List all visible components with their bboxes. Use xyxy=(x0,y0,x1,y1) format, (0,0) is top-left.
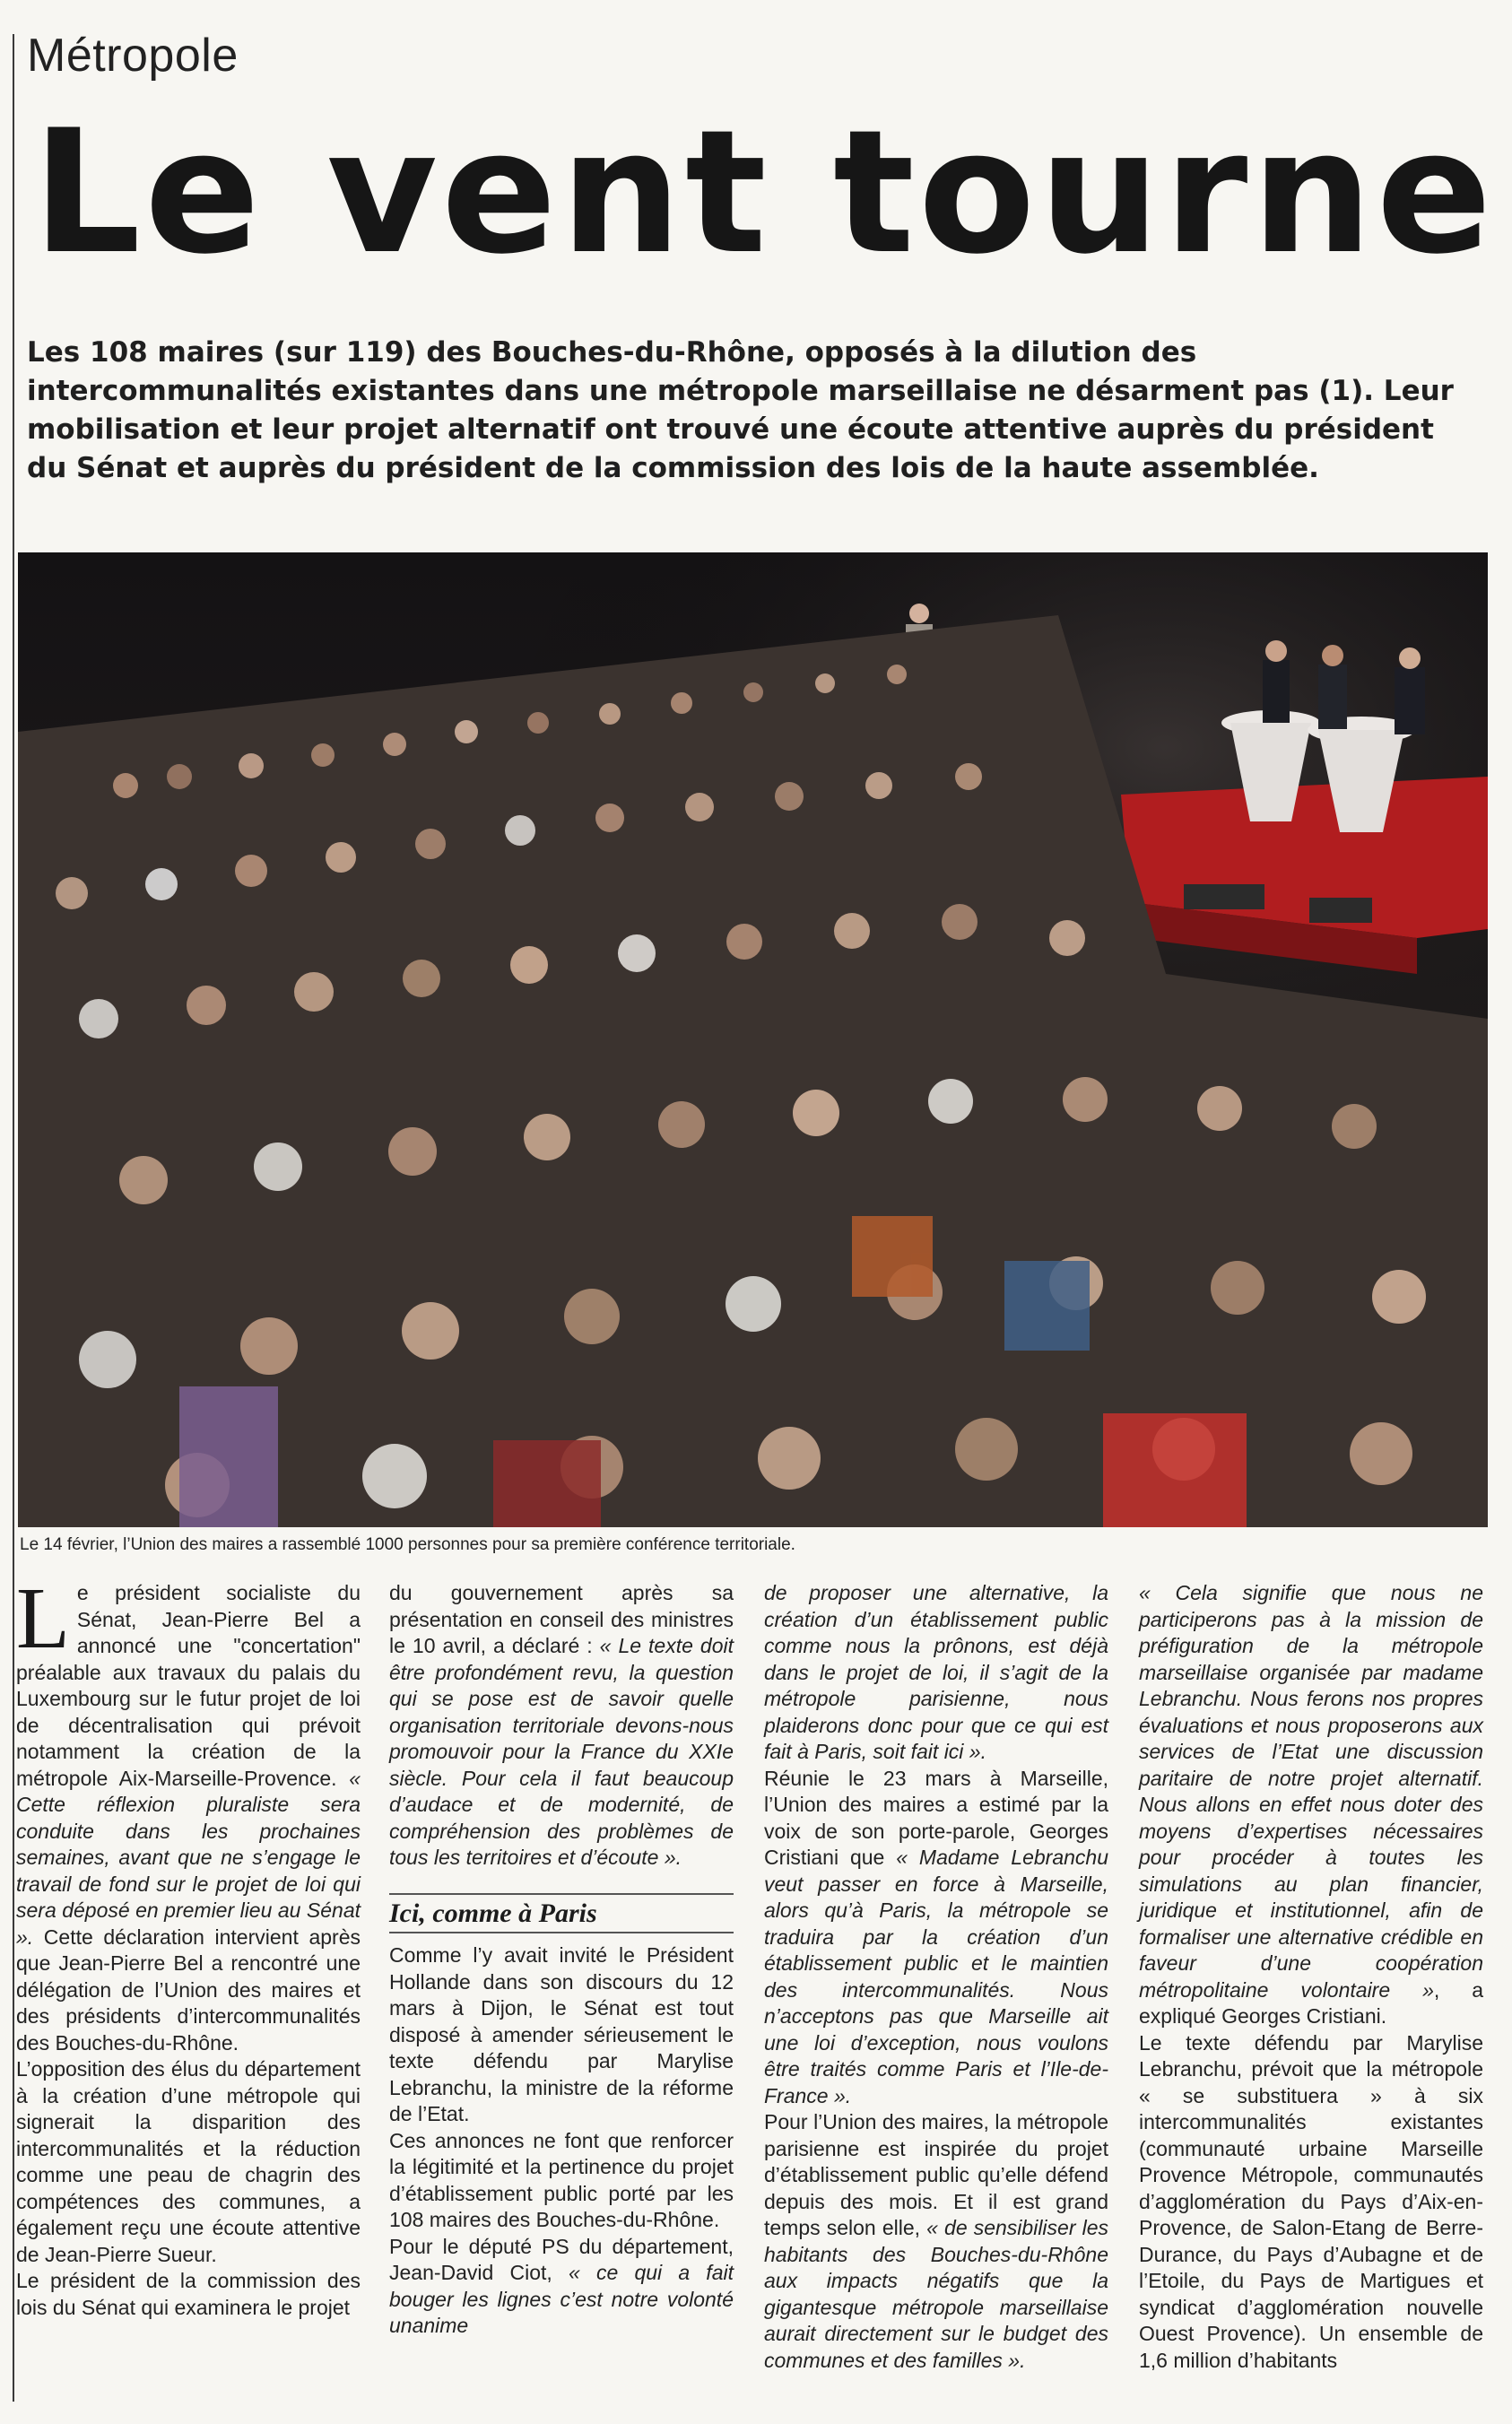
section-rubric: Métropole xyxy=(27,30,239,82)
paragraph: Comme l’y avait invité le Président Hollande dans son discours du 12 mars à Dijon, le Sénat est tout disposé à amender sérieusement le texte défendu par Marylise Lebranchu, la ministre de la réforme de l’Etat. xyxy=(389,1943,734,2125)
subheading: Ici, comme à Paris xyxy=(389,1893,734,1934)
text: du gouvernement après sa présentation en conseil des ministres le 10 avril, a déclaré : xyxy=(389,1581,734,1657)
paragraph xyxy=(389,2234,734,2340)
text: , a expliqué Georges Cristiani. xyxy=(1139,1977,1483,2028)
quote-paragraph: de proposer une alternative, la création d’un établissement public comme nous la prônons, est déjà dans le projet de loi, il s’agit de la métropole parisienne, nous plaiderons donc pour que ce qui est fait à Paris, soit fait ici ». xyxy=(764,1581,1108,1763)
text: Réunie le 23 mars à Marseille, l’Union des maires a estimé par la voix de son porte-parole, Georges Cristiani que xyxy=(764,1766,1108,1869)
article-column-4 xyxy=(1139,1580,1483,2374)
conference-photo-illustration xyxy=(18,552,1488,1527)
text: Pour le député PS du département, Jean-David Ciot, xyxy=(389,2234,734,2284)
text: Cette déclaration intervient après que Jean-Pierre Bel a rencontré une délégation de l’Union des maires et des présidents d’intercommunalités des Bouches-du-Rhône. xyxy=(16,1924,361,2055)
article-column-3 xyxy=(764,1580,1108,2374)
paragraph: Le texte défendu par Marylise Lebranchu, prévoit que la métropole « se substituera » à six intercommunalités existantes (communauté urbaine Marseille Provence Métropole, communautés d’agglomération du Pays d’Aix-en-Provence, de Salon-Etang de Berre-Durance, du Pays d’Aubagne et de l’Etoile, du Pays de Martigues et syndicat d’agglomération nouvelle Ouest Provence). Un ensemble de 1,6 million d’habitants xyxy=(1139,2030,1483,2372)
text: e président socialiste du Sénat, Jean-Pierre Bel a annoncé une "concertation" préalable aux travaux du palais du Luxembourg sur le futur projet de loi de décentralisation qui prévoit notamment la création de la métropole Aix-Marseille-Provence. xyxy=(16,1581,361,1790)
text: Pour l’Union des maires, la métropole parisienne est inspirée du projet d’établissement public qu’elle défend depuis des mois. Et il est grand temps selon elle, xyxy=(764,2110,1108,2239)
quote: « de sensibiliser les habitants des Bouches-du-Rhône aux impacts négatifs que la gigantesque métropole marseillaise aurait directement sur le budget des communes et des familles ». xyxy=(764,2216,1109,2372)
quote: « Madame Lebranchu veut passer en force à Marseille, alors qu’à Paris, la métropole se traduira par la création d’un établissement public et le maintien des intercommunalités. Nous n’acceptons pas que Marseille ait une loi d’exception, nous voulons être traités comme Paris et l’Ile-de-France ». xyxy=(764,1846,1108,2107)
quote: « ce qui a fait bouger les lignes c’est notre volonté unanime xyxy=(389,2261,734,2337)
paragraph xyxy=(389,1580,734,1872)
paragraph xyxy=(764,2109,1108,2374)
conference-photo xyxy=(18,552,1488,1527)
article-column-2 xyxy=(389,1580,734,2340)
drop-cap: L xyxy=(16,1570,70,1667)
quote: « Le texte doit être profondément revu, la question qui se pose est de savoir quelle organisation territoriale devons-nous promouvoir pour la France du XXIe siècle. Pour cela il faut beaucoup d’audace et de modernité, de compréhension des problèmes de tous les territoires et d’écoute ». xyxy=(389,1634,734,1869)
paragraph: Le président de la commission des lois du Sénat qui examinera le projet xyxy=(16,2269,361,2319)
paragraph: Ces annonces ne font que renforcer la légitimité et la pertinence du projet d’établissement public porté par les 108 maires des Bouches-du-Rhône. xyxy=(389,2128,734,2231)
quote: « Cela signifie que nous ne participerons pas à la mission de préfiguration de la métropole marseillaise organisée par madame Lebranchu. Nous ferons nos propres évaluations et nous proposerons aux services de l’Etat une discussion paritaire de notre projet alternatif. Nous allons en effet nous doter des moyens d’expertises nécessaires pour procéder à toutes les simulations au plan financier, juridique et institutionnel, afin de formaliser une alternative crédible en faveur d’une coopération métropolitaine volontaire » xyxy=(1139,1581,1483,2002)
paragraph: L’opposition des élus du département à la création d’une métropole qui signerait la disparition des intercommunalités et la réduction comme une peau de chagrin des compétences des communes, a également reçu une écoute attentive de Jean-Pierre Sueur. xyxy=(16,2057,361,2266)
quote: « Cette réflexion pluraliste sera conduite dans les prochaines semaines, avant que ne s’engage le travail de fond sur le projet de loi qui sera déposé en premier lieu au Sénat ». xyxy=(16,1766,361,1949)
paragraph xyxy=(1139,1580,1483,2030)
headline: Le vent tourne xyxy=(32,93,1496,291)
intro-paragraph: Les 108 maires (sur 119) des Bouches-du-Rhône, opposés à la dilution des intercommunalités existantes dans une métropole marseillaise ne désarment pas (1). Leur mobilisation et leur projet alternatif ont trouvé une écoute attentive auprès du président du Sénat et auprès du président de la commission des lois de la haute assemblée. xyxy=(27,336,1454,484)
article-column-1 xyxy=(16,1570,361,2321)
photo-caption: Le 14 février, l’Union des maires a rassemblé 1000 personnes pour sa première conférence territoriale. xyxy=(20,1535,795,1554)
paragraph xyxy=(16,1570,361,2056)
left-margin-rule xyxy=(13,34,14,2402)
paragraph xyxy=(764,1766,1108,2110)
